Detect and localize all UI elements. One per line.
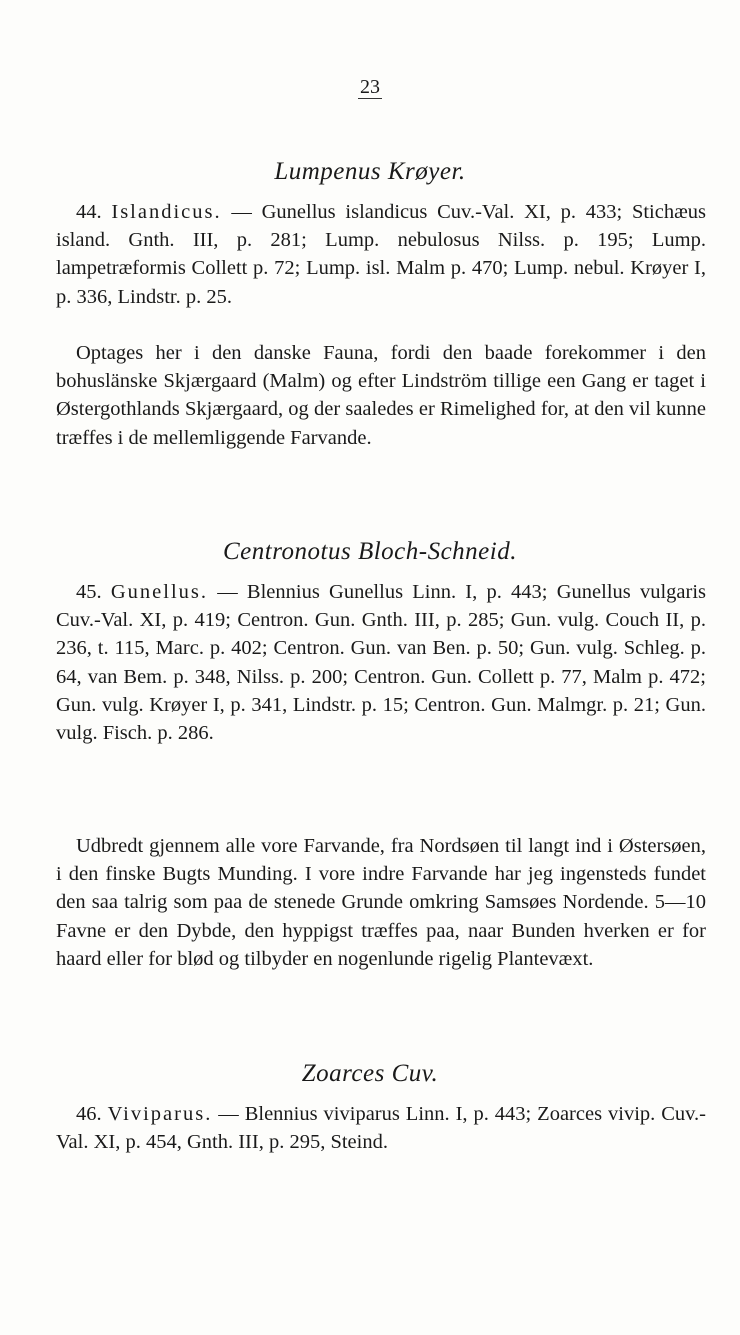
genus-heading-zoarces: Zoarces Cuv. (301, 1060, 439, 1087)
synonymy-text: — Blennius viviparus Linn. I, p. 443; Zoarces vivip. Cuv.-Val. XI, p. 454, Gnth. III, p. 295, Steind. (56, 1103, 707, 1154)
synonymy-text: — Gunellus islandicus Cuv.-Val. XI, p. 433; Stichæus island. Gnth. III, p. 281; Lump. nebulosus Nilss. p. 195; Lump. lampetræformis Collett p. 72; Lump. isl. Malm p. 470; Lump. nebul. Krøyer I, p. 336, Lindstr. p. 25. (56, 201, 706, 308)
species-number: 45. (76, 581, 102, 603)
species-name: Islandicus. (111, 201, 222, 223)
species-entry-46 (56, 1100, 706, 1156)
species-entry-45 (56, 578, 706, 747)
species-name: Gunellus. (110, 581, 208, 603)
species-entry-44 (56, 198, 706, 311)
species-number: 44. (76, 201, 102, 223)
species-remarks-44: Optages her i den danske Fauna, fordi den baade forekommer i den bohuslänske Skjærgaard (Malm) og efter Lindström tillige een Gang er taget i Østergothlands Skjærgaard, og der saaledes er Rimelighed for, at den vil kunne træffes i de mellemliggende Farvande. (56, 342, 706, 449)
genus-heading-centronotus: Centronotus Bloch-Schneid. (223, 538, 517, 565)
genus-heading-lumpenus: Lumpenus Krøyer. (274, 158, 466, 185)
page-number: 23 (360, 76, 380, 98)
species-number: 46. (76, 1103, 102, 1125)
synonymy-text: — Blennius Gunellus Linn. I, p. 443; Gunellus vulgaris Cuv.-Val. XI, p. 419; Centron. Gun. Gnth. III, p. 285; Gun. vulg. Couch II, p. 236, t. 115, Marc. p. 402; Centron. Gun. van Ben. p. 50; Gun. vulg. Schleg. p. 64, van Bem. p. 348, Nilss. p. 200; Centron. Gun. Collett p. 77, Malm p. 472; Gun. vulg. Krøyer I, p. 341, Lindstr. p. 15; Centron. Gun. Malmgr. p. 21; Gun. vulg. Fisch. p. 286. (56, 581, 706, 745)
species-name: Viviparus. (107, 1103, 213, 1125)
species-remarks-45: Udbredt gjennem alle vore Farvande, fra Nordsøen til langt ind i Østersøen, i den finske Bugts Munding. I vore indre Farvande har jeg ingensteds fundet den saa talrig som paa de stenede Grunde omkring Samsøes Nordende. 5—10 Favne er den Dybde, den hyppigst træffes paa, naar Bunden hverken er for haard eller for blød og tilbyder en nogenlunde rigelig Plantevæxt. (56, 835, 706, 970)
